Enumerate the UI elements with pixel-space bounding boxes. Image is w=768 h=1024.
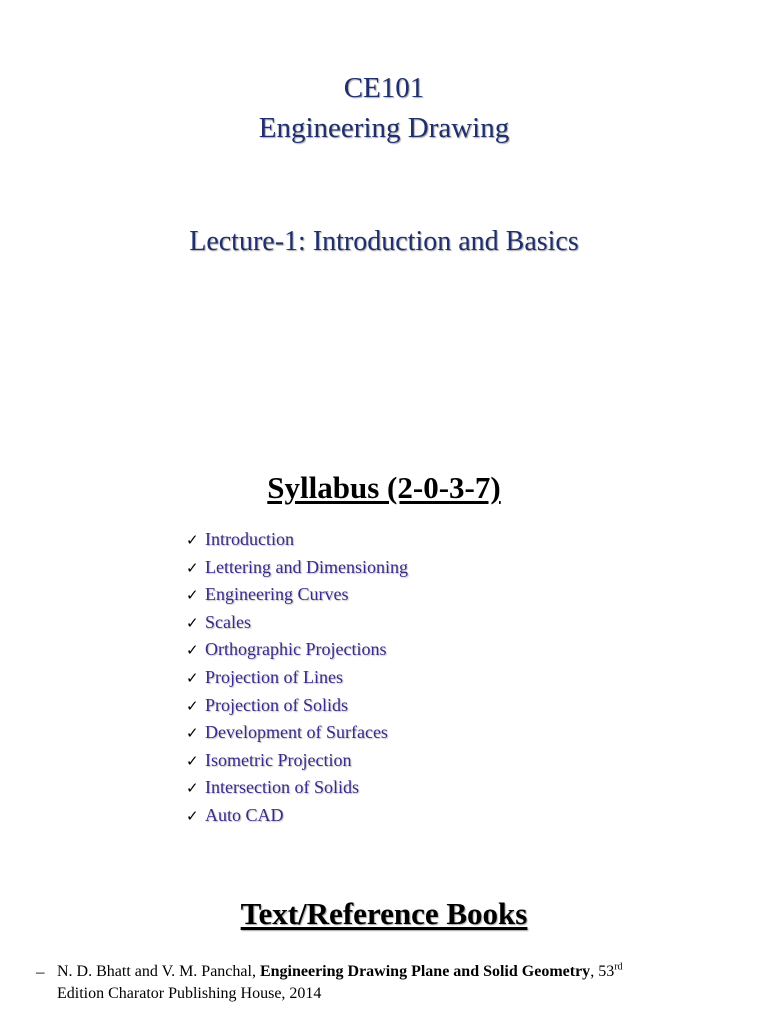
syllabus-item: [186, 554, 408, 582]
syllabus-item-label: Isometric Projection: [205, 749, 352, 770]
check-icon: ✓: [186, 779, 199, 798]
syllabus-item: [186, 802, 408, 830]
book-edition: , 53: [590, 963, 615, 980]
course-name: Engineering Drawing: [258, 112, 510, 144]
check-icon: ✓: [186, 641, 199, 660]
syllabus-item-label: Orthographic Projections: [205, 639, 387, 660]
syllabus-item-label: Intersection of Solids: [205, 777, 359, 798]
books-heading: Text/Reference Books: [240, 896, 528, 931]
syllabus-item-label: Lettering and Dimensioning: [205, 556, 408, 577]
syllabus-item-label: Engineering Curves: [205, 584, 349, 605]
syllabus-heading: Syllabus (2-0-3-7): [267, 470, 501, 505]
syllabus-item: [186, 581, 408, 609]
syllabus-item-label: Projection of Solids: [205, 694, 348, 715]
check-icon: ✓: [186, 558, 199, 577]
check-icon: ✓: [186, 668, 199, 687]
check-icon: ✓: [186, 724, 199, 743]
check-icon: ✓: [186, 806, 199, 825]
syllabus-item: [186, 526, 408, 554]
check-icon: ✓: [186, 613, 199, 632]
syllabus-item: [186, 636, 408, 664]
book-citation: [36, 961, 756, 1005]
dash-bullet: –: [36, 962, 45, 981]
check-icon: ✓: [186, 531, 199, 549]
syllabus-item: [186, 609, 408, 637]
syllabus-item: [186, 747, 408, 775]
syllabus-item-label: Projection of Lines: [205, 666, 343, 687]
book-authors: N. D. Bhatt and V. M. Panchal,: [57, 963, 260, 980]
syllabus-item-label: Scales: [205, 611, 251, 632]
syllabus-item: [186, 719, 408, 747]
syllabus-item-label: Introduction: [205, 529, 294, 549]
check-icon: ✓: [186, 696, 199, 715]
syllabus-item-label: Development of Surfaces: [205, 722, 388, 743]
syllabus-item: [186, 692, 408, 720]
syllabus-item-label: Auto CAD: [205, 804, 284, 825]
lecture-title: Lecture-1: Introduction and Basics: [189, 226, 579, 257]
course-code: CE101: [343, 72, 425, 104]
check-icon: ✓: [186, 586, 199, 605]
book-publisher: Edition Charator Publishing House, 2014: [57, 985, 322, 1002]
book-title: Engineering Drawing Plane and Solid Geometry: [259, 963, 591, 980]
syllabus-item: [186, 664, 408, 692]
syllabus-list: [186, 526, 408, 830]
syllabus-item: [186, 774, 408, 802]
check-icon: ✓: [186, 751, 199, 770]
book-edition-suffix: rd: [614, 961, 623, 973]
book-entry: [36, 961, 756, 1005]
